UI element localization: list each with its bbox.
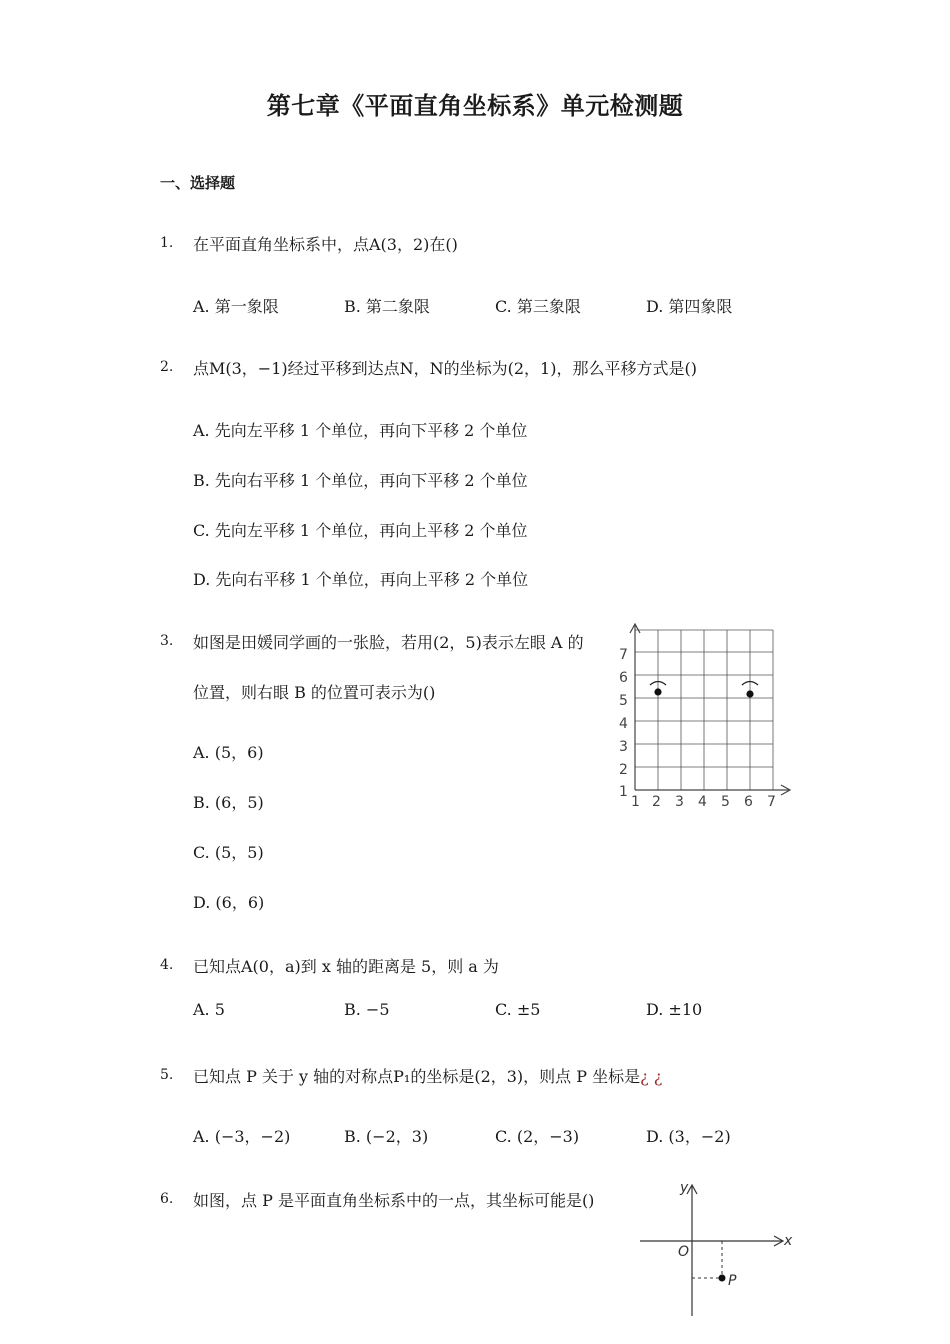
y-tick-label: 2 [619, 762, 628, 778]
question-3-option-d[interactable]: D. (6，6) [193, 893, 265, 912]
question-4-option-c[interactable]: C. ±5 [495, 1000, 541, 1019]
question-3-option-a[interactable]: A. (5，6) [193, 743, 264, 762]
x-tick-label: 3 [675, 794, 684, 810]
question-5-text-wrap [193, 1064, 662, 1087]
question-5-text: 已知点 P 关于 y 轴的对称点P₁的坐标是(2，3)，则点 P 坐标是 [193, 1067, 641, 1086]
question-3-option-c[interactable]: C. (5，5) [193, 843, 264, 862]
x-tick-label: 7 [767, 794, 776, 810]
question-5-tail: ¿ ¿ [640, 1067, 663, 1086]
question-2-number: 2. [160, 359, 174, 375]
question-2-option-b[interactable]: B. 先向右平移 1 个单位，再向下平移 2 个单位 [193, 471, 528, 490]
question-5-option-b[interactable]: B. (−2，3) [344, 1127, 429, 1146]
question-1-option-c[interactable]: C. 第三象限 [495, 297, 581, 316]
question-4-number: 4. [160, 957, 174, 973]
point-p-label: P [728, 1273, 737, 1289]
x-tick-label: 2 [652, 794, 661, 810]
x-tick-label: 1 [631, 794, 640, 810]
left-eye-point-a [654, 688, 661, 695]
question-4-text: 已知点A(0，a)到 x 轴的距离是 5，则 a 为 [193, 957, 499, 976]
question-3-option-b[interactable]: B. (6，5) [193, 793, 264, 812]
section-heading: 一、选择题 [160, 174, 236, 192]
y-axis-label: y [680, 1180, 689, 1196]
question-2-option-a[interactable]: A. 先向左平移 1 个单位，再向下平移 2 个单位 [193, 421, 528, 440]
question-6-number: 6. [160, 1191, 174, 1207]
question-4-option-d[interactable]: D. ±10 [646, 1000, 703, 1019]
point-p [719, 1275, 726, 1282]
question-4-option-b[interactable]: B. −5 [344, 1000, 390, 1019]
question-3-text-line1: 如图是田媛同学画的一张脸，若用(2，5)表示左眼 A 的 [193, 633, 584, 652]
y-tick-label: 5 [619, 693, 628, 709]
y-tick-label: 4 [619, 716, 628, 732]
question-1-option-d[interactable]: D. 第四象限 [646, 297, 733, 316]
x-tick-label: 5 [721, 794, 730, 810]
y-tick-label: 3 [619, 739, 628, 755]
y-tick-label: 6 [619, 670, 628, 686]
question-2-option-d[interactable]: D. 先向右平移 1 个单位，再向上平移 2 个单位 [193, 570, 529, 589]
y-tick-label: 7 [619, 647, 628, 663]
question-6-text: 如图，点 P 是平面直角坐标系中的一点，其坐标可能是() [193, 1191, 595, 1210]
question-1-text: 在平面直角坐标系中，点A(3，2)在() [193, 235, 458, 254]
question-3-text-line2: 位置，则右眼 B 的位置可表示为() [193, 683, 436, 702]
question-5-number: 5. [160, 1067, 174, 1083]
x-tick-label: 4 [698, 794, 707, 810]
x-tick-label: 6 [744, 794, 753, 810]
question-5-option-a[interactable]: A. (−3，−2) [193, 1127, 291, 1146]
point-p-figure [630, 1176, 800, 1326]
question-1-option-a[interactable]: A. 第一象限 [193, 297, 279, 316]
grid-lines [635, 630, 773, 790]
y-tick-label: 1 [619, 784, 628, 800]
origin-label: O [678, 1244, 690, 1260]
face-grid-figure [615, 620, 800, 815]
question-1-number: 1. [160, 235, 174, 251]
question-5-option-c[interactable]: C. (2，−3) [495, 1127, 580, 1146]
page-title: 第七章《平面直角坐标系》单元检测题 [266, 92, 684, 120]
x-axis-label: x [784, 1233, 793, 1249]
question-4-option-a[interactable]: A. 5 [193, 1000, 225, 1019]
question-1-option-b[interactable]: B. 第二象限 [344, 297, 430, 316]
question-2-option-c[interactable]: C. 先向左平移 1 个单位，再向上平移 2 个单位 [193, 521, 528, 540]
question-2-text: 点M(3，−1)经过平移到达点N，N的坐标为(2，1)，那么平移方式是() [193, 359, 697, 378]
right-eye-point-b [746, 690, 753, 697]
question-5-option-d[interactable]: D. (3，−2) [646, 1127, 731, 1146]
question-3-number: 3. [160, 633, 174, 649]
